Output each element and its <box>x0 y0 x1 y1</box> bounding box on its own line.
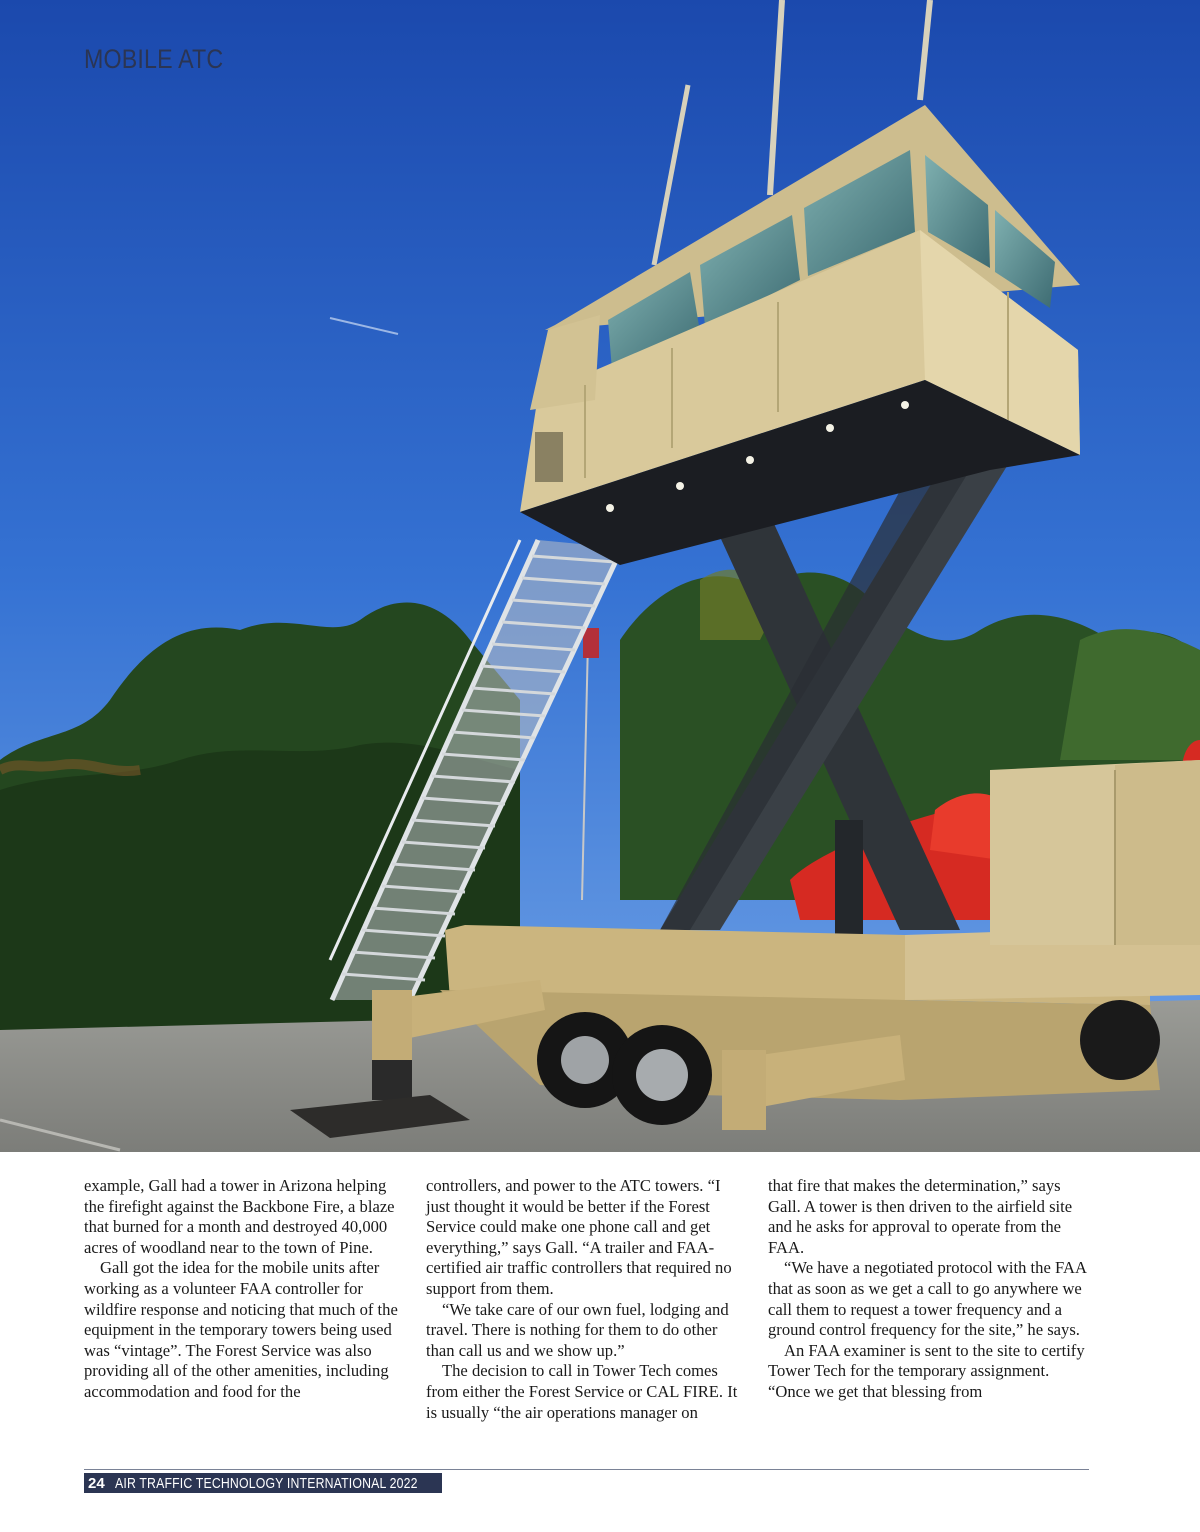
footer-divider <box>84 1469 1089 1470</box>
paragraph: controllers, and power to the ATC towers. “I just thought it would be better if the Forest Service could make one phone call and get everything,” says Gall. “A trailer and FAA-certified air traffic controllers that required no support from them. <box>426 1176 732 1298</box>
publication-title: AIR TRAFFIC TECHNOLOGY INTERNATIONAL 2022 <box>114 1474 418 1492</box>
article-body <box>84 1176 1094 1422</box>
paragraph: that fire that makes the determination,” says Gall. A tower is then driven to the airfield site and he asks for approval to operate from the FAA. <box>768 1176 1073 1257</box>
page-footer <box>84 1473 442 1493</box>
section-label: MOBILE ATC <box>84 44 224 74</box>
page-number: 24 <box>88 1474 105 1492</box>
paragraph: The decision to call in Tower Tech comes from either the Forest Service or CAL FIRE. It is usually “the air operations manager on <box>426 1361 738 1422</box>
paragraph: Gall got the idea for the mobile units after working as a volunteer FAA controller for wildfire response and noticing that much of the equipment in the temporary towers being used was “vintage”. The Forest Service was also providing all of the other amenities, including accommodation and food for the <box>84 1258 398 1401</box>
flag <box>583 628 599 658</box>
paragraph: example, Gall had a tower in Arizona helping the firefight against the Backbone Fire, a blaze that burned for a month and destroyed 40,000 acres of woodland near to the town of Pine. <box>84 1176 395 1257</box>
article-column-2 <box>426 1176 748 1423</box>
paragraph: “We have a negotiated protocol with the FAA that as soon as we get a call to go anywhere we call them to request a tower frequency and a ground control frequency for the site,” he says. <box>768 1258 1087 1340</box>
paragraph: An FAA examiner is sent to the site to certify Tower Tech for the temporary assignment. “Once we get that blessing from <box>768 1340 1085 1401</box>
article-column-1 <box>84 1176 406 1403</box>
paragraph: “We take care of our own fuel, lodging and travel. There is nothing for them to do other than call us and we show up.” <box>426 1299 729 1360</box>
article-column-3 <box>768 1176 1090 1403</box>
